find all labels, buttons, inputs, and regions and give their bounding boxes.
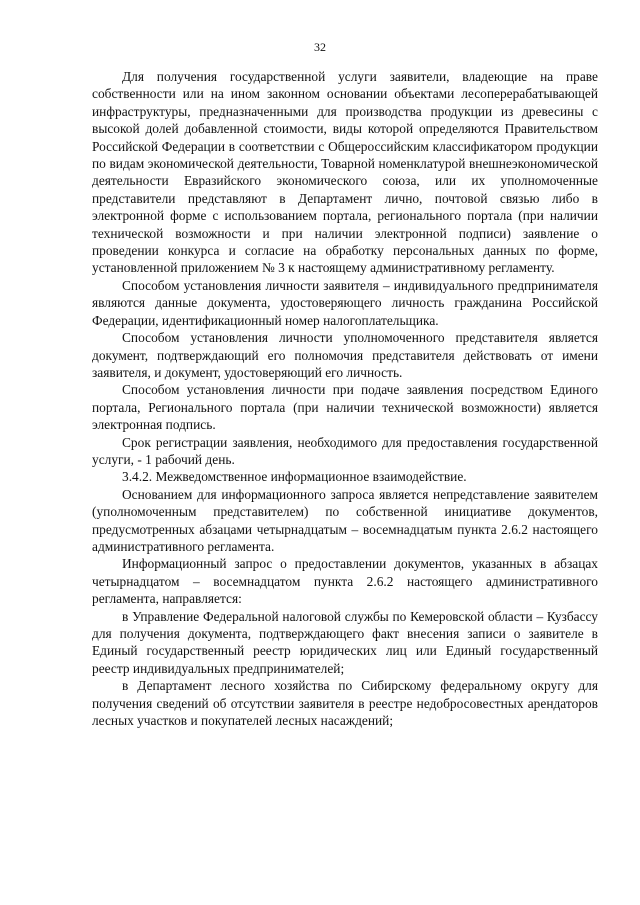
list-item-forestry-department: в Департамент лесного хозяйства по Сибирскому федеральному округу для получения сведений об отсутствии заявителя в реестре недобросовестных арендаторов лесных участков и покупателей лесных насаждений; xyxy=(92,678,598,729)
section-heading-3-4-2: 3.4.2. Межведомственное информационное взаимодействие. xyxy=(122,469,467,485)
document-body xyxy=(92,68,598,729)
paragraph-application-submission: Для получения государственной услуги заявители, владеющие на праве собственности или на ином законном основании объектами лесоперерабатывающей инфраструктуры, предназначенными для производства продукции из древесины с высокой долей добавленной стоимости, виды которой определяются Правительством Российской Федерации в соответствии с Общероссийским классификатором продукции по видам экономической деятельности, Товарной номенклатурой внешнеэкономической деятельности Евразийского экономического союза, или их уполномоченные представители представляют в Департамент лично, почтовой связью либо в электронной форме с использованием портала, регионального портала (при наличии технической возможности и при наличии электронной подписи) заявление о проведении конкурса и согласие на обработку персональных данных по форме, установленной приложением № 3 к настоящему административному регламенту. xyxy=(92,69,598,276)
list-item-tax-service: в Управление Федеральной налоговой службы по Кемеровской области – Кузбассу для получения документа, подтверждающего факт внесения записи о заявителе в Единый государственный реестр юридических лиц или Единый государственный реестр индивидуальных предпринимателей; xyxy=(92,608,598,676)
page-number: 32 xyxy=(314,40,326,54)
paragraph-entrepreneur-identification: Способом установления личности заявителя – индивидуального предпринимателя являются данные документа, удостоверяющего личность гражданина Российской Федерации, идентификационный номер налогоплательщика. xyxy=(92,277,598,328)
paragraph-portal-identification: Способом установления личности при подаче заявления посредством Единого портала, Регионального портала (при наличии технической возможности) является электронная подпись. xyxy=(92,382,598,433)
paragraph-request-basis: Основанием для информационного запроса является непредставление заявителем (уполномоченным представителем) по собственной инициативе документов, предусмотренных абзацами четырнадцатым – восемнадцатым пункта 2.6.2 настоящего административного регламента. xyxy=(92,486,598,554)
paragraph-registration-term: Срок регистрации заявления, необходимого для предоставления государственной услуги, - 1 рабочий день. xyxy=(92,434,598,467)
paragraph-request-recipients: Информационный запрос о предоставлении документов, указанных в абзацах четырнадцатом – восемнадцатом пункта 2.6.2 настоящего административного регламента, направляется: xyxy=(92,556,598,607)
paragraph-representative-identification: Способом установления личности уполномоченного представителя является документ, подтверждающий его полномочия представителя действовать от имени заявителя, и документ, удостоверяющий его личность. xyxy=(92,330,598,380)
